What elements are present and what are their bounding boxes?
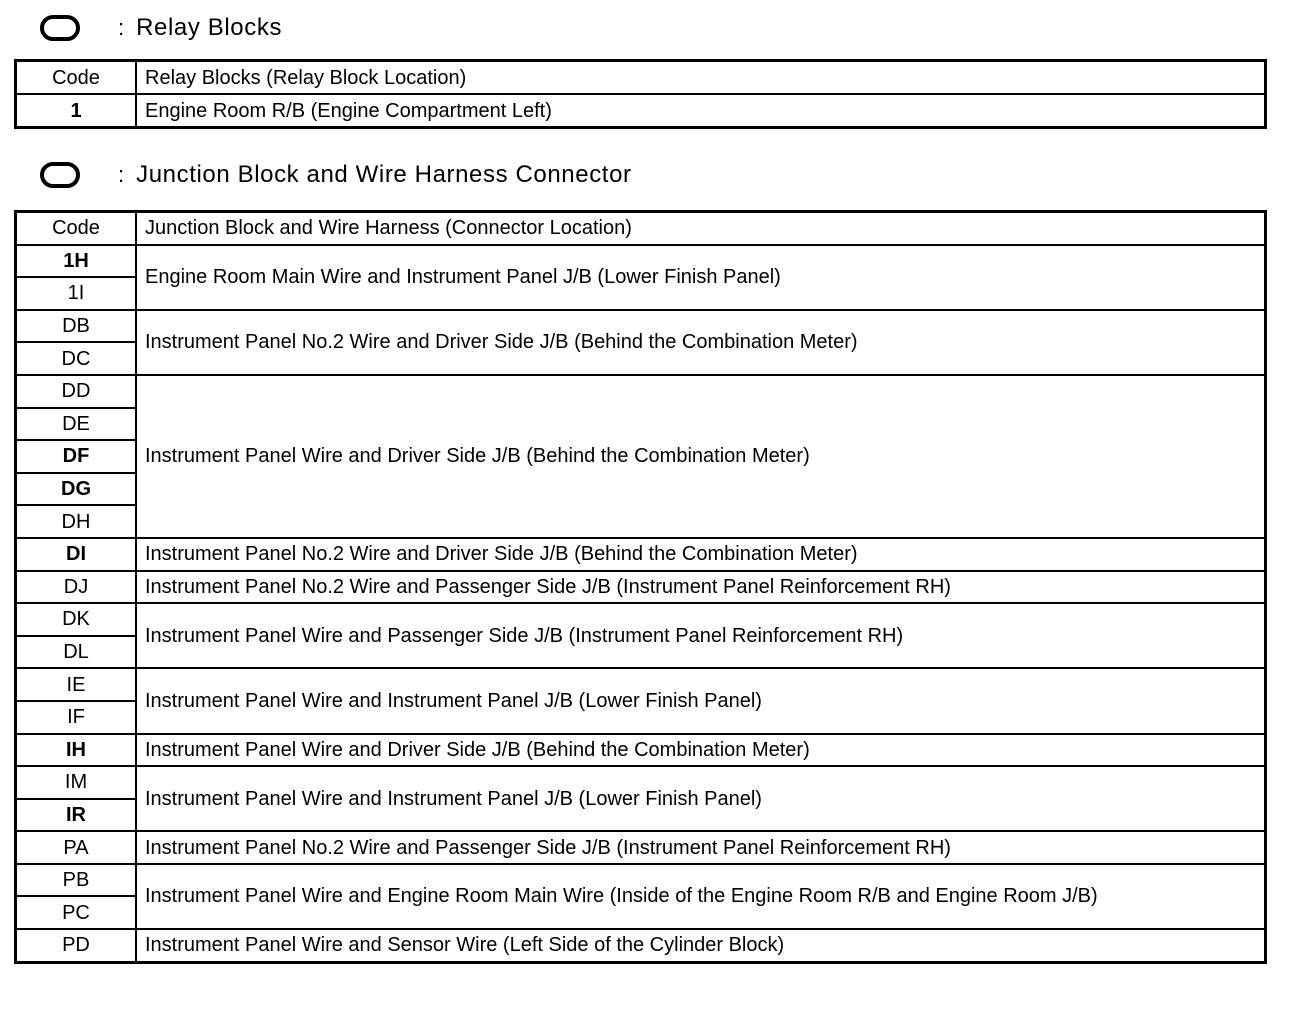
relay-blocks-legend — [40, 11, 282, 45]
connector-location-cell: Instrument Panel No.2 Wire and Passenger Side J/B (Instrument Panel Reinforcement RH) — [136, 571, 1266, 604]
relay-blocks-title: Relay Blocks — [136, 14, 283, 41]
relay-blocks-table — [14, 59, 1267, 129]
rounded-rectangle-icon — [40, 162, 80, 188]
connector-code-cell: IH — [16, 734, 137, 767]
connector-location-cell: Instrument Panel Wire and Sensor Wire (Left Side of the Cylinder Block) — [136, 929, 1266, 962]
relay-code-cell: 1 — [16, 94, 137, 128]
connector-code-cell: IM — [16, 766, 137, 799]
table-row — [16, 603, 1266, 636]
table-row — [16, 766, 1266, 799]
connector-code-cell: DG — [16, 473, 137, 506]
table-row — [16, 734, 1266, 767]
legend-colon: : — [118, 15, 125, 40]
connector-location-cell: Instrument Panel Wire and Instrument Panel J/B (Lower Finish Panel) — [136, 668, 1266, 733]
table-row — [16, 668, 1266, 701]
connector-code-cell: DD — [16, 375, 137, 408]
connector-location-cell: Instrument Panel No.2 Wire and Passenger Side J/B (Instrument Panel Reinforcement RH) — [136, 831, 1266, 864]
connector-code-cell: DJ — [16, 571, 137, 604]
connector-code-cell: DH — [16, 505, 137, 538]
junction-block-legend — [40, 158, 632, 192]
connector-code-cell: DE — [16, 408, 137, 441]
junction-block-table — [14, 210, 1267, 964]
table-row — [16, 538, 1266, 571]
legend-colon: : — [118, 162, 125, 187]
connector-code-cell: PD — [16, 929, 137, 962]
code-header: Code — [16, 212, 137, 245]
connector-code-cell: DB — [16, 310, 137, 343]
table-row — [16, 310, 1266, 343]
table-row — [16, 375, 1266, 408]
connector-code-cell: DI — [16, 538, 137, 571]
connector-code-cell: PA — [16, 831, 137, 864]
table-row — [16, 245, 1266, 278]
relay-location-cell: Engine Room R/B (Engine Compartment Left) — [136, 94, 1266, 128]
connector-code-cell: DK — [16, 603, 137, 636]
location-header: Junction Block and Wire Harness (Connector Location) — [136, 212, 1266, 245]
connector-location-cell: Instrument Panel No.2 Wire and Driver Side J/B (Behind the Combination Meter) — [136, 538, 1266, 571]
rounded-rectangle-icon — [40, 15, 80, 41]
connector-code-cell: PC — [16, 896, 137, 929]
connector-location-cell: Engine Room Main Wire and Instrument Panel J/B (Lower Finish Panel) — [136, 245, 1266, 310]
connector-location-cell: Instrument Panel Wire and Driver Side J/B (Behind the Combination Meter) — [136, 375, 1266, 538]
connector-code-cell: IE — [16, 668, 137, 701]
connector-location-cell: Instrument Panel Wire and Instrument Panel J/B (Lower Finish Panel) — [136, 766, 1266, 831]
table-row — [16, 864, 1266, 897]
connector-location-cell: Instrument Panel Wire and Driver Side J/B (Behind the Combination Meter) — [136, 734, 1266, 767]
table-row — [16, 571, 1266, 604]
table-row — [16, 831, 1266, 864]
table-row — [16, 94, 1266, 128]
code-header: Code — [16, 61, 137, 95]
connector-location-cell: Instrument Panel Wire and Passenger Side J/B (Instrument Panel Reinforcement RH) — [136, 603, 1266, 668]
connector-code-cell: 1H — [16, 245, 137, 278]
connector-code-cell: PB — [16, 864, 137, 897]
location-header: Relay Blocks (Relay Block Location) — [136, 61, 1266, 95]
table-header-row — [16, 212, 1266, 245]
table-row — [16, 929, 1266, 962]
connector-location-cell: Instrument Panel Wire and Engine Room Main Wire (Inside of the Engine Room R/B and Engine Room J/B) — [136, 864, 1266, 929]
connector-location-cell: Instrument Panel No.2 Wire and Driver Side J/B (Behind the Combination Meter) — [136, 310, 1266, 375]
connector-code-cell: IF — [16, 701, 137, 734]
table-header-row — [16, 61, 1266, 95]
connector-code-cell: DF — [16, 440, 137, 473]
connector-code-cell: 1I — [16, 277, 137, 310]
junction-block-title: Junction Block and Wire Harness Connector — [136, 161, 632, 188]
connector-code-cell: DL — [16, 636, 137, 669]
connector-code-cell: IR — [16, 799, 137, 832]
connector-code-cell: DC — [16, 342, 137, 375]
